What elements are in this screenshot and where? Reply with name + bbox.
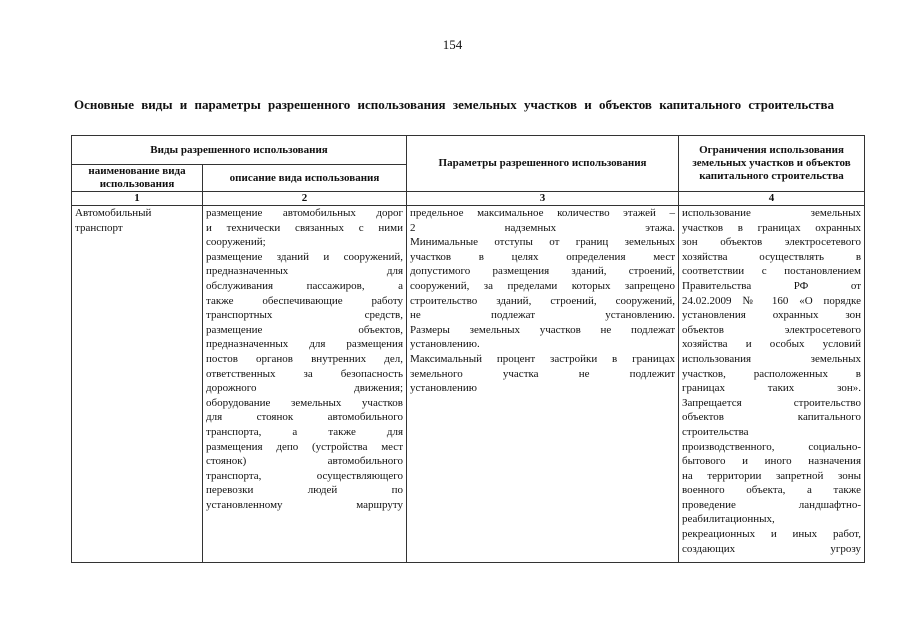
land-use-table [71,135,865,563]
header-parameters: Параметры разрешенного использования [407,136,679,192]
cell-limitations [679,206,865,563]
use-description-text: размещение автомобильных дорог и технически связанных с ними сооружений; размещение зданий и сооружений, предназначенных для обслуживания пассажиров, а также обеспечивающие работу транспортных средств, размещение объектов, предназначенных для размещения постов органов внутренних дел, ответственных за безопасность дорожного движения; оборудование земельных участков для стоянок автомобильного транспорта, а также для размещения депо (устройства мест стоянок) автомобильного транспорта, осуществляющего перевозки людей по установленному маршруту [206,207,404,511]
column-number: 1 [72,192,203,206]
use-name-text: Автомобильный транспорт [75,207,152,234]
header-limitations: Ограничения использования земельных участков и объектов капитального строительства [679,136,865,192]
document-title: Основные виды и параметры разрешенного использования земельных участков и объектов капитального строительства [74,97,834,112]
column-number: 2 [203,192,407,206]
parameters-text: предельное максимальное количество этажей – 2 надземных этажа. Минимальные отступы от границ земельных участков в целях определения мест допустимого размещения зданий, строений, сооружений, за пределами которых запрещено строительство зданий, строений, сооружений, не подлежат установлению. Размеры земельных участков не подлежат установлению. Максимальный процент застройки в границах земельного участка не подлежит установлению [410,207,676,395]
cell-parameters [407,206,679,563]
header-use-description: описание вида использования [203,165,407,192]
header-types-group: Виды разрешенного использования [72,136,407,165]
column-number: 4 [679,192,865,206]
header-row-top [72,136,865,165]
table-row [72,206,865,563]
column-number: 3 [407,192,679,206]
limitations-text: использование земельных участков в границах охранных зон объектов электросетевого хозяйства осуществлять в соответствии с постановлением Правительства РФ от 24.02.2009 № 160 «О порядке установления охранных зон объектов электросетевого хозяйства и особых условий использования земельных участков, расположенных в границах таких зон». Запрещается строительство объектов капитального строительства производственного, социально- бытового и иного назначения на территории запретной зоны военного объекта, а также проведение ландшафтно- реабилитационных, рекреационных и иных работ, создающих угрозу [682,207,862,555]
cell-use-name [72,206,203,563]
cell-use-description [203,206,407,563]
header-use-name: наименование вида использования [72,165,203,192]
column-number-row [72,192,865,206]
page-number: 154 [442,37,463,52]
